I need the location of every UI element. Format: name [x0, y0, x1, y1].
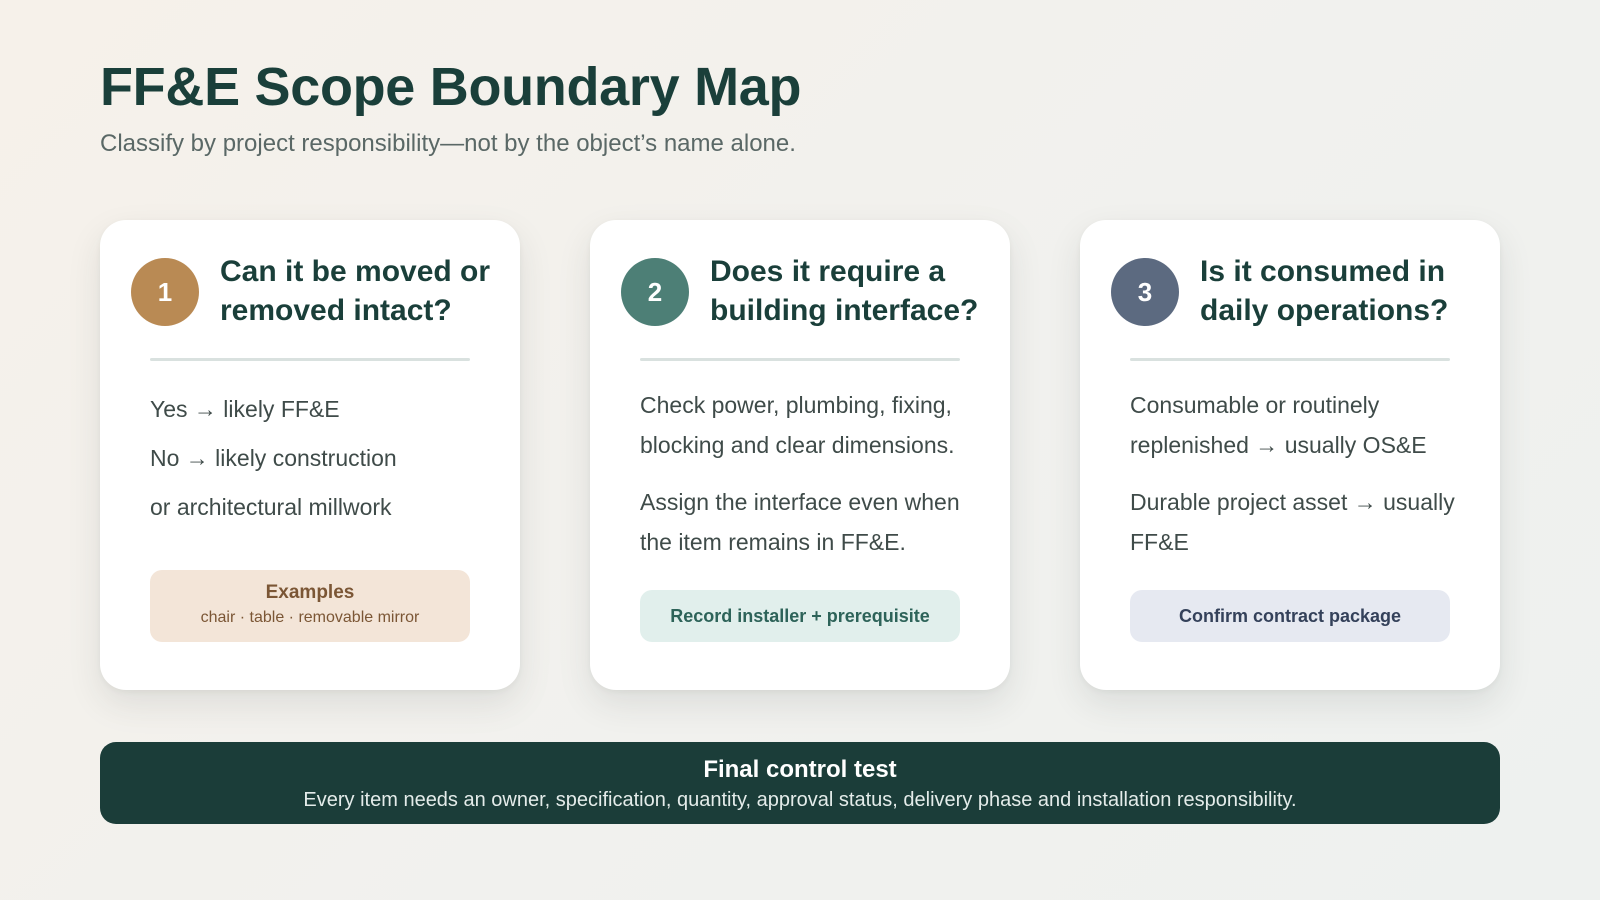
card-body — [640, 385, 985, 579]
card-text: Durable project asset → usually FF&E — [1130, 489, 1455, 555]
card-divider — [1130, 358, 1450, 361]
page-title: FF&E Scope Boundary Map — [100, 57, 802, 117]
card-text: Yes → likely FF&E — [150, 396, 340, 422]
card-text: Consumable or routinely replenished → usually OS&E — [1130, 392, 1427, 458]
card-daily-operations — [1080, 220, 1500, 690]
card-movable — [100, 220, 520, 690]
card-title: Does it require a building interface? — [710, 255, 979, 327]
card-building-interface — [590, 220, 1010, 690]
final-title: Final control test — [703, 756, 897, 783]
record-installer-pill: Record installer + prerequisite — [640, 590, 960, 642]
card-divider — [640, 358, 960, 361]
examples-title: Examples — [265, 582, 355, 603]
card-divider — [150, 358, 470, 361]
card-title: Is it consumed in daily operations? — [1200, 255, 1449, 327]
confirm-contract-pill: Confirm contract package — [1130, 590, 1450, 642]
card-text: Check power, plumbing, fixing, blocking and clear dimensions. — [640, 392, 955, 458]
card-text: No → likely construction — [150, 445, 397, 471]
card-text: Assign the interface even when the item remains in FF&E. — [640, 489, 960, 555]
step-badge: 2 — [621, 258, 689, 326]
page-subtitle: Classify by project responsibility—not by the object’s name alone. — [100, 130, 796, 157]
card-text: or architectural millwork — [150, 494, 392, 520]
examples-items: chair · table · removable mirror — [200, 609, 420, 626]
final-control-banner — [100, 742, 1500, 824]
card-title: Can it be moved or removed intact? — [220, 255, 491, 327]
step-badge: 1 — [131, 258, 199, 326]
final-text: Every item needs an owner, specification, quantity, approval status, delivery phase and installation responsibility. — [303, 789, 1297, 811]
card-body — [150, 385, 495, 532]
card-body — [1130, 385, 1475, 579]
step-badge: 3 — [1111, 258, 1179, 326]
examples-box — [150, 570, 470, 642]
